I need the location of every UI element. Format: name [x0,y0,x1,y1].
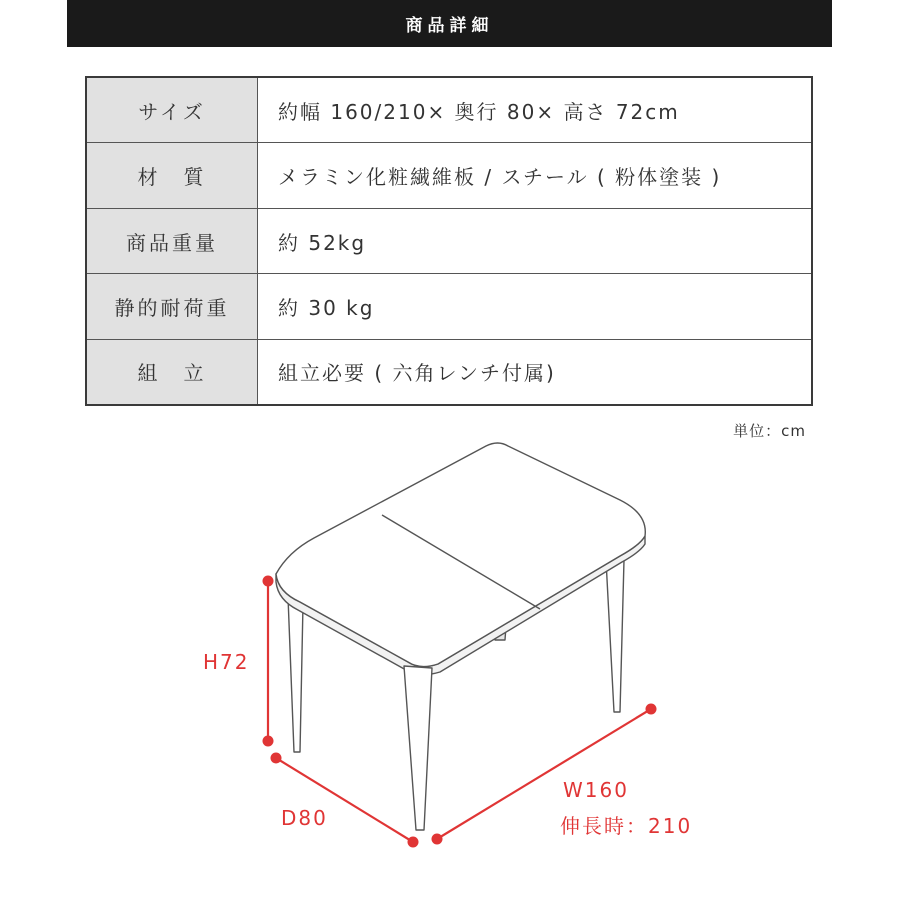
extended-width-label: 伸長時：210 [560,814,693,838]
spec-row-assembly [87,340,811,404]
height-label: H72 [203,650,250,674]
spec-row-material [87,143,811,208]
spec-label-size: サイズ [87,78,258,142]
table-dimension-diagram [0,430,900,900]
spec-label-weight: 商品重量 [87,209,258,273]
depth-marker-end [408,837,419,848]
height-marker-bottom [263,736,274,747]
section-title: 商品詳細 [405,16,494,36]
table-leg-right [606,560,624,712]
width-label: W160 [563,778,629,802]
spec-label-load: 静的耐荷重 [87,274,258,338]
width-marker-end [646,704,657,715]
table-illustration [276,443,645,830]
table-leg-front [404,666,432,830]
spec-value-load: 約 30 kg [278,295,375,320]
table-leg-left [288,597,303,752]
spec-value-assembly: 組立必要 ( 六角レンチ付属) [278,361,556,386]
spec-label-assembly: 組 立 [87,340,258,404]
spec-table [85,76,813,406]
spec-row-load [87,274,811,339]
spec-row-size [87,78,811,143]
table-top-surface [276,443,645,667]
spec-label-material: 材 質 [87,143,258,207]
section-header-bar [67,0,832,47]
spec-value-size: 約幅 160/210× 奥行 80× 高さ 72cm [278,99,680,124]
height-marker-top [263,576,274,587]
spec-row-weight [87,209,811,274]
spec-value-material: メラミン化粧繊維板 / スチール ( 粉体塗装 ) [278,165,722,190]
spec-value-weight: 約 52kg [278,230,367,255]
width-marker-start [432,834,443,845]
depth-marker-start [271,753,282,764]
depth-label: D80 [281,806,328,830]
unit-note: 単位：cm [733,422,806,440]
